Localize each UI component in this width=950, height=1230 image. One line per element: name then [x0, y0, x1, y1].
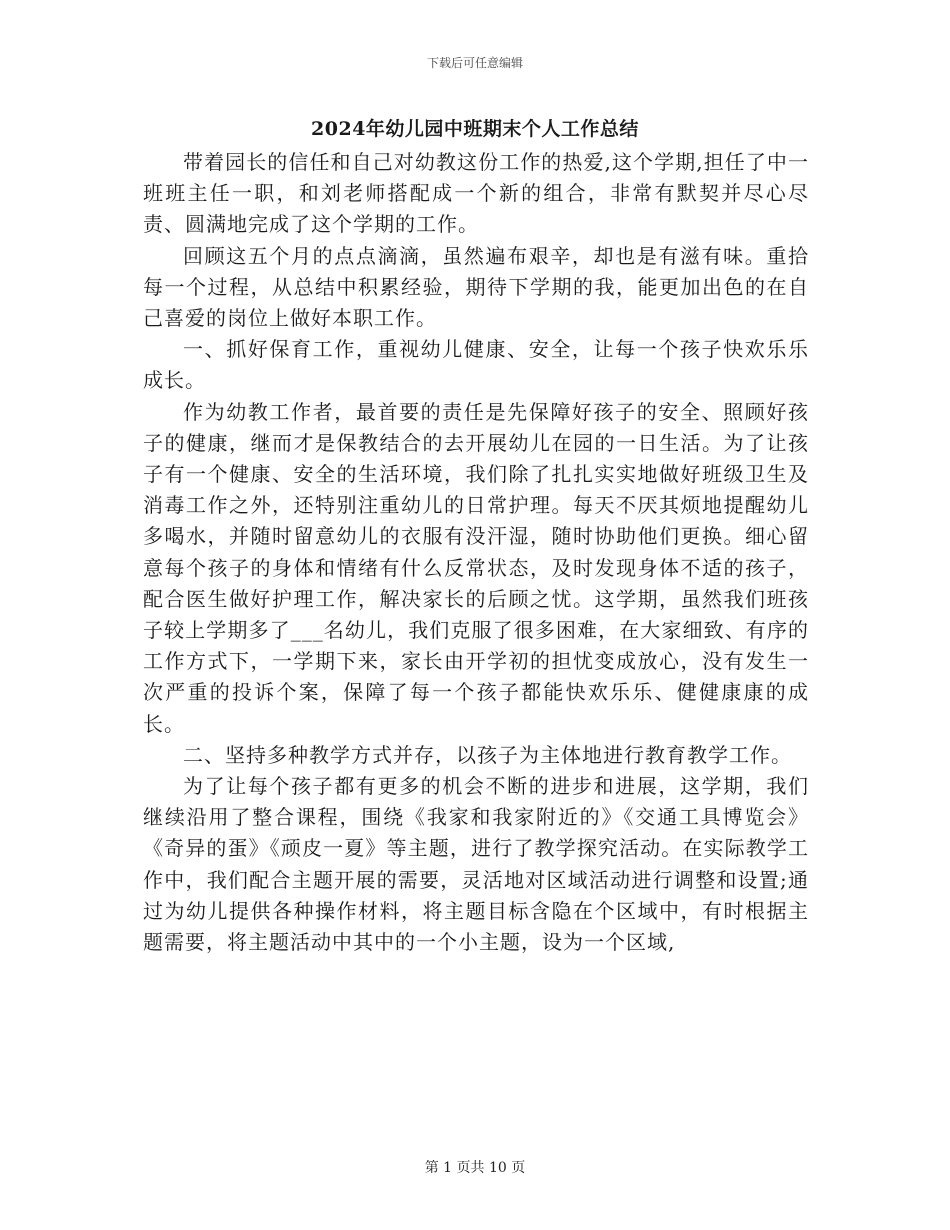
document-body: [143, 147, 809, 958]
document-title: 2024年幼儿园中班期末个人工作总结: [311, 118, 639, 140]
paragraph-review: 回顾这五个月的点点滴滴，虽然遍布艰辛，却也是有滋有味。重拾每一个过程，从总结中积累经验，期待下学期的我，能更加出色的在自己喜爱的岗位上做好本职工作。: [143, 243, 809, 331]
header-note: 下载后可任意编辑: [426, 56, 523, 70]
paragraph-teaching: 为了让每个孩子都有更多的机会不断的进步和进展，这学期，我们继续沿用了整合课程，围绕《我家和我家附近的》《交通工具博览会》《奇异的蛋》《顽皮一夏》等主题，进行了教学探究活动。在实际教学工作中，我们配合主题开展的需要，灵活地对区域活动进行调整和设置;通过为幼儿提供各种操作材料，将主题目标含隐在个区域中，有时根据主题需要，将主题活动中其中的一个小主题，设为一个区域,: [143, 774, 809, 955]
section-heading-teaching: 二、坚持多种教学方式并存，以孩子为主体地进行教育教学工作。: [183, 742, 792, 767]
paragraph-intro: 带着园长的信任和自己对幼教这份工作的热爱,这个学期,担任了中一班班主任一职，和刘老师搭配成一个新的组合，非常有默契并尽心尽责、圆满地完成了这个学期的工作。: [143, 150, 809, 237]
page-footer: 第 1 页共 10 页: [424, 1160, 526, 1176]
paragraph-care: 作为幼教工作者，最首要的责任是先保障好孩子的安全、照顾好孩子的健康，继而才是保教结合的去开展幼儿在园的一日生活。为了让孩子有一个健康、安全的生活环境，我们除了扎扎实实地做好班级卫生及消毒工作之外，还特别注重幼儿的日常护理。每天不厌其烦地提醒幼儿多喝水，并随时留意幼儿的衣服有没汗湿，随时协助他们更换。细心留意每个孩子的身体和情绪有什么反常状态，及时发现身体不适的孩子，配合医生做好护理工作，解决家长的后顾之忧。这学期，虽然我们班孩子较上学期多了___名幼儿，我们克服了很多困难，在大家细致、有序的工作方式下，一学期下来，家长由开学初的担忧变成放心，没有发生一次严重的投诉个案，保障了每一个孩子都能快欢乐乐、健健康康的成长。: [143, 399, 809, 736]
section-heading-care: 一、抓好保育工作，重视幼儿健康、安全，让每一个孩子快欢乐乐成长。: [143, 337, 809, 393]
